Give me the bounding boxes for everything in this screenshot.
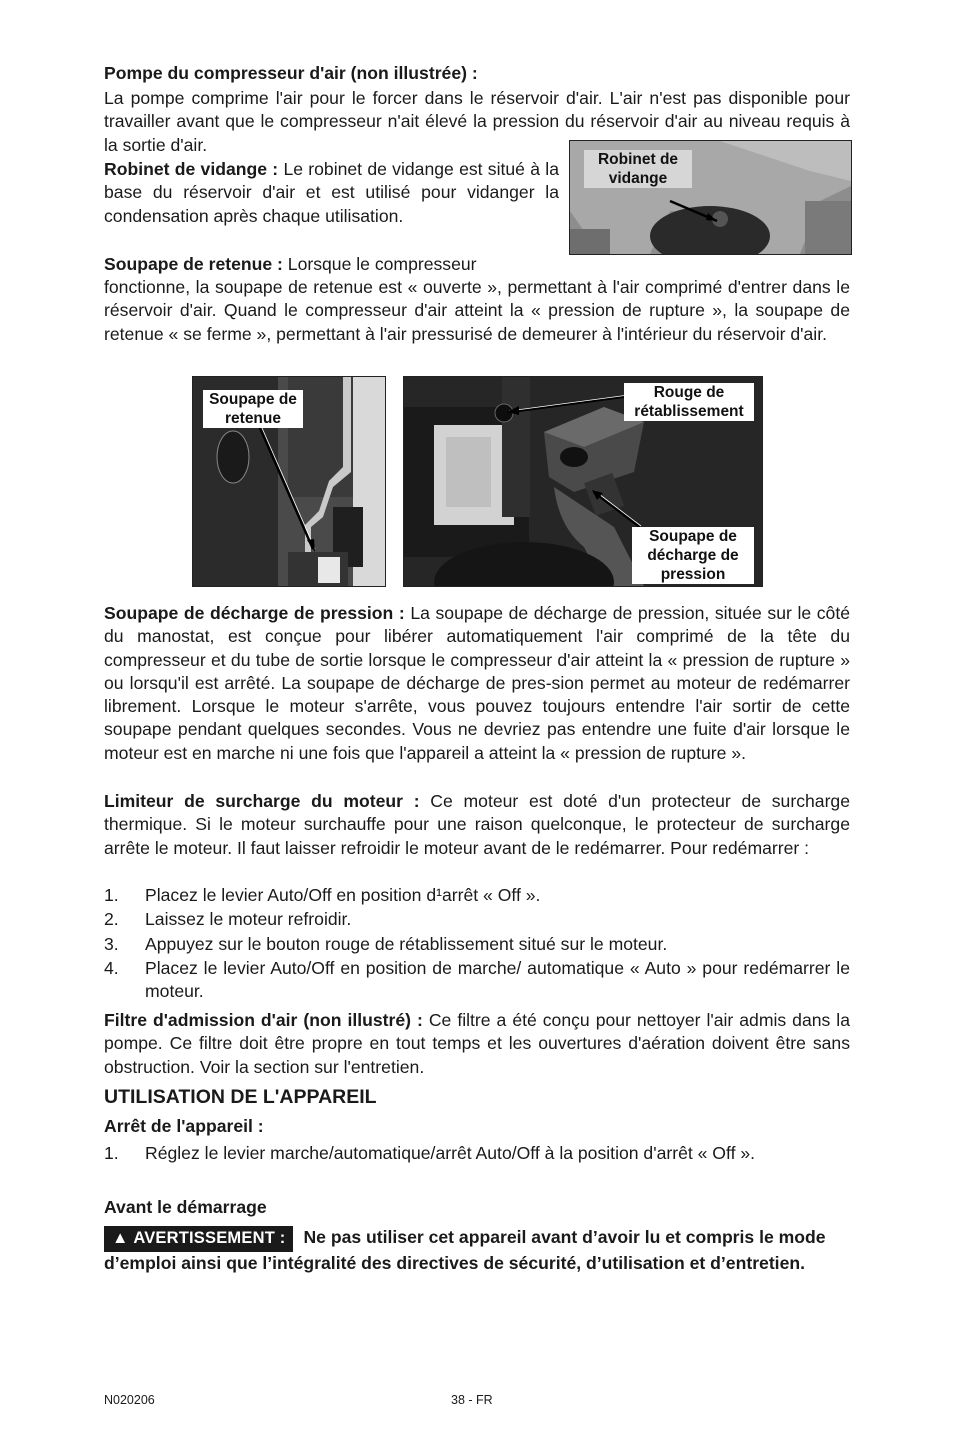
motor-switch-photo	[403, 376, 763, 587]
check-valve-label: Soupape de retenue	[203, 390, 303, 428]
filter-title: Filtre d'admission d'air (non illustré) :	[104, 1010, 423, 1030]
step-text: Laissez le moteur refroidir.	[145, 909, 352, 930]
relief-valve-title: Soupape de décharge de pression :	[104, 603, 405, 623]
drain-title: Robinet de vidange :	[104, 159, 279, 179]
list-item	[104, 884, 850, 907]
pump-text: La pompe comprime l'air pour le forcer dans le réservoir d'air. L'air n'est pas disponible pour travailler avant que le compresseur n'ait élevé la pression du réservoir d'air au niveau requis à la sortie d'air.	[104, 88, 850, 155]
check-valve-heading-line	[104, 253, 559, 276]
step-text: Réglez le levier marche/automatique/arrêt Auto/Off à la position d'arrêt « Off ».	[145, 1143, 756, 1163]
filter-text: Ce filtre a été conçu pour nettoyer l'air admis dans la pompe. Ce filtre doit être propre en tout temps et les ouvertures d'aération doivent être sans obstruction. Voir la section sur l'entretien.	[104, 1010, 851, 1077]
step-text: Placez le levier Auto/Off en position de marche/ automatique « Auto » pour redémarrer le moteur.	[145, 957, 850, 1002]
step-number: 4.	[104, 957, 119, 978]
step-number: 3.	[104, 933, 119, 954]
warning-text: Ne pas utiliser cet appareil avant d’avoir lu et compris le mode d’emploi ainsi que l’intégralité des directives de sécurité, d’utilisation et d’entretien.	[104, 1227, 826, 1274]
list-item	[104, 957, 850, 1004]
relief-valve-label: Soupape de décharge de pression	[632, 527, 754, 584]
overload-text: Ce moteur est doté d'un protecteur de surcharge thermique. Si le moteur surchauffe pour une raison quelconque, le protecteur de surcharge arrête le moteur. Il faut laisser refroidir le moteur avant de le redémarrer. Pour redémarrer :	[104, 791, 850, 858]
list-item	[104, 933, 850, 956]
document-code: N020206	[104, 1393, 155, 1407]
stop-steps-list	[104, 1142, 850, 1165]
relief-valve-section	[104, 602, 850, 765]
warning-badge	[104, 1226, 293, 1252]
drain-text: Le robinet de vidange est situé à la base du réservoir d'air et est utilisé pour vidanger la condensation après chaque utilisation.	[104, 159, 559, 226]
step-number: 2.	[104, 909, 119, 930]
check-valve-photo	[192, 376, 386, 587]
step-number: 1.	[104, 1143, 119, 1163]
step-number: 1.	[104, 885, 119, 905]
warning-label: AVERTISSEMENT :	[133, 1229, 286, 1247]
drain-valve-label: Robinet de vidange	[584, 150, 692, 188]
step-text: Appuyez sur le bouton rouge de rétablissement situé sur le moteur.	[145, 933, 668, 954]
list-item	[104, 1142, 850, 1165]
drain-section	[104, 158, 559, 228]
page-number: 38 - FR	[451, 1393, 493, 1407]
step-text: Placez le levier Auto/Off en position d¹arrêt « Off ».	[145, 885, 541, 905]
relief-valve-text: La soupape de décharge de pression, située sur le côté du manostat, est conçue pour libérer automatiquement l'air comprimé de la tête du compresseur et du tube de sortie lorsque le compresseur d'air atteint la « pression de rupture » ou lorsqu'il est arrêté. La soupape de décharge de pres-sion permet au moteur de redémarrer librement. Lorsque le moteur s'arrête, vous pouvez toujours entendre l'air sortir de cette soupape pendant quelques secondes. Vous ne devriez pas entendre une fuite d'air lorsque le moteur est en marche ni une fois que l'appareil a atteint la « pression de rupture ».	[104, 603, 850, 763]
check-valve-text-first: Lorsque le compresseur	[287, 254, 477, 274]
operation-heading: UTILISATION DE L'APPAREIL	[104, 1086, 377, 1108]
before-start-title: Avant le démarrage	[104, 1197, 267, 1217]
check-valve-text: fonctionne, la soupape de retenue est « ouverte », permettant à l'air comprimé d'entrer dans le réservoir d'air. Quand le compresseur d'air atteint la « pression de rupture », la soupape de retenue « se ferme », permettant à l'air pressurisé de demeurer à l'intérieur du réservoir d'air.	[104, 277, 850, 344]
pump-section	[104, 62, 850, 85]
check-valve-section	[104, 276, 850, 346]
list-item	[104, 908, 850, 931]
filter-section	[104, 1009, 850, 1079]
restart-steps-list	[104, 884, 850, 1003]
overload-title: Limiteur de surcharge du moteur :	[104, 791, 420, 811]
overload-section	[104, 790, 850, 860]
check-valve-title: Soupape de retenue :	[104, 254, 283, 274]
reset-button-label: Rouge de rétablissement	[624, 383, 754, 421]
pump-title: Pompe du compresseur d'air (non illustrée) :	[104, 63, 478, 83]
warning-triangle-icon: ▲	[112, 1229, 129, 1247]
warning-block	[104, 1226, 850, 1276]
drain-valve-photo	[569, 140, 852, 255]
stop-title: Arrêt de l'appareil :	[104, 1116, 264, 1136]
